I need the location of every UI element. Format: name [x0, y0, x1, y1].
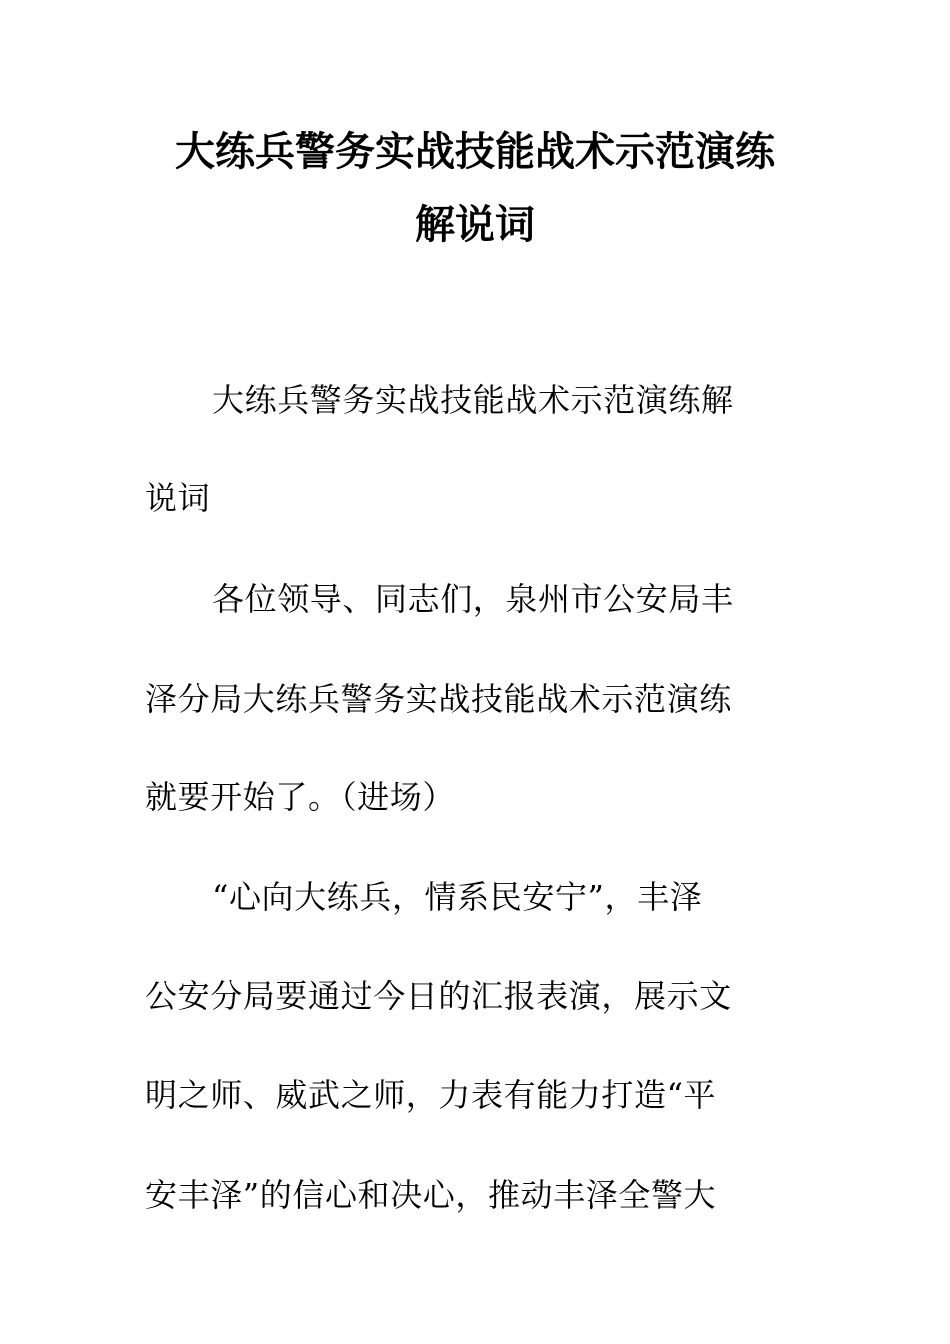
paragraph-3-line-1: “心向大练兵，情系民安宁”，丰泽: [212, 878, 703, 916]
paragraph-2-line-2: 泽分局大练兵警务实战技能战术示范演练: [145, 680, 732, 718]
paragraph-1-line-1: 大练兵警务实战技能战术示范演练解: [212, 381, 734, 419]
paragraph-3-line-4: 安丰泽”的信心和决心，推动丰泽全警大: [145, 1176, 717, 1214]
paragraph-1-line-2: 说词: [145, 479, 211, 517]
document-title-line-1: 大练兵警务实战技能战术示范演练: [175, 128, 775, 175]
document-title-line-2: 解说词: [415, 201, 535, 248]
paragraph-3-line-2: 公安分局要通过今日的汇报表演，展示文: [145, 977, 732, 1015]
paragraph-3-line-3: 明之师、威武之师，力表有能力打造“平: [145, 1076, 717, 1114]
paragraph-2-line-3: 就要开始了。（进场）: [145, 778, 456, 816]
paragraph-2-line-1: 各位领导、同志们，泉州市公安局丰: [212, 580, 734, 618]
